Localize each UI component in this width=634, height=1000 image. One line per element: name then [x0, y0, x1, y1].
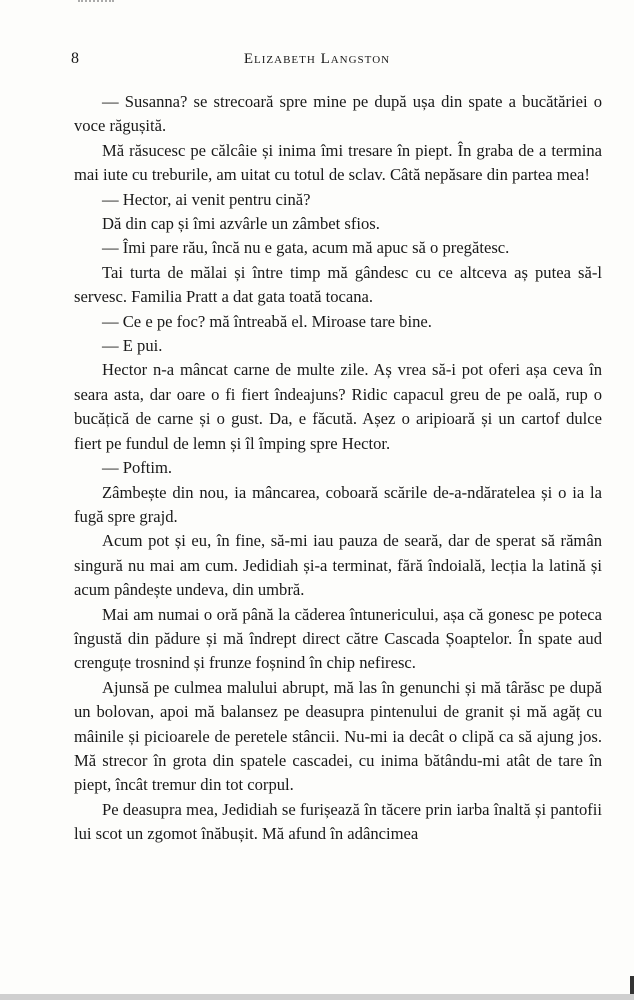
paragraph: — Ce e pe foc? mă întreabă el. Miroase tare bine.	[102, 311, 432, 331]
scan-bottom-edge	[0, 994, 634, 1000]
running-head: Elizabeth Langston	[243, 51, 391, 67]
paragraph: — Îmi pare rău, încă nu e gata, acum mă apuc să o pregătesc.	[102, 238, 510, 258]
paragraph: Mai am numai o oră până la căderea întunericului, așa că gonesc pe poteca îngustă din pădure și mă îndrept direct către Cascada Șoaptelor. În spate aud crenguțe trosnind și frunze foșnind în chip nefiresc.	[74, 604, 602, 673]
body-text	[74, 90, 602, 847]
paragraph: — Hector, ai venit pentru cină?	[102, 189, 311, 209]
paragraph: Mă răsucesc pe călcâie și inima îmi tresare în piept. În graba de a termina mai iute cu treburile, am uitat cu totul de sclav. Câtă nepăsare din partea mea!	[74, 140, 602, 185]
paragraph: Pe deasupra mea, Jedidiah se furișează în tăcere prin iarba înaltă și pantofii lui scot un zgomot înăbușit. Mă afund în adâncimea	[74, 799, 602, 844]
paragraph: Hector n-a mâncat carne de multe zile. Aș vrea să-i pot oferi așa ceva în seara asta, dar oare o fi fiert îndeajuns? Ridic capacul greu de pe oală, rup o bucățică de carne și o gust. Da, e făcută. Așez o aripioară și un cartof dulce fiert pe fundul de lemn și îl împing spre Hector.	[74, 360, 602, 453]
paragraph: Dă din cap și îmi azvârle un zâmbet sfios.	[102, 214, 380, 234]
paragraph: — Susanna? se strecoară spre mine pe după ușa din spate a bucătăriei o voce răgușită.	[74, 92, 602, 136]
paragraph: — E pui.	[102, 336, 163, 356]
paragraph: Zâmbește din nou, ia mâncarea, coboară scările de-a-ndăratelea și o ia la fugă spre grajd.	[74, 482, 602, 526]
paragraph: Tai turta de mălai și între timp mă gândesc cu ce altceva aș putea să-l servesc. Familia Pratt a dat gata toată tocana.	[74, 262, 602, 307]
paragraph: Ajunsă pe culmea malului abrupt, mă las în genunchi și mă târăsc pe după un bolovan, apoi mă balansez pe deasupra pintenului de granit și mă agăț cu mâinile și picioarele de peretele stâncii. Nu-mi ia decât o clipă ca să ajung jos. Mă strecor în grota din spatele cascadei, cu inima bătându-mi atât de tare în piept, încât tremur din tot corpul.	[74, 677, 602, 795]
paragraph: — Poftim.	[102, 458, 173, 478]
scan-edge-mark	[630, 976, 634, 996]
paragraph: Acum pot și eu, în fine, să-mi iau pauza de seară, dar de sperat să rămân singură nu mai am cum. Jedidiah și-a terminat, fără îndoială, lecția la latină și acum pândește undeva, din umbră.	[74, 531, 602, 600]
scan-artifact	[78, 0, 114, 6]
page-number: 8	[71, 50, 79, 67]
